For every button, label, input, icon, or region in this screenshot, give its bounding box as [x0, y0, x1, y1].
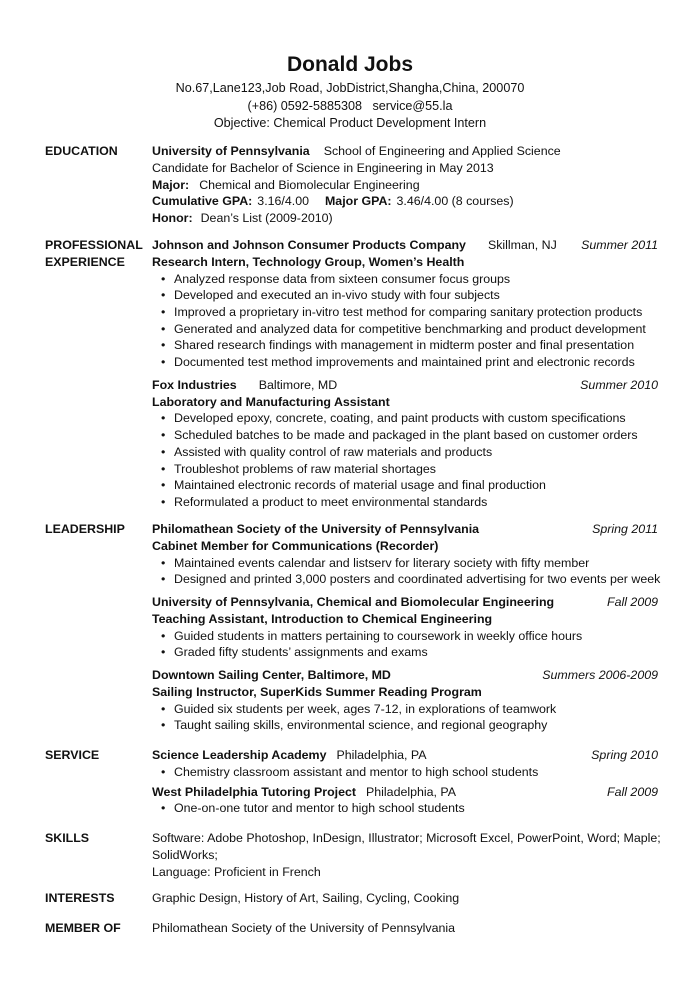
leadership-role: Sailing Instructor, SuperKids Summer Reading Program	[152, 684, 482, 699]
section-title-interests: INTERESTS	[45, 891, 115, 905]
section-title-service: SERVICE	[45, 748, 100, 762]
section-title-experience	[45, 237, 150, 271]
job-location: Skillman, NJ	[487, 238, 557, 252]
list-item: • Shared research findings with management in midterm poster and final presentation	[152, 337, 658, 354]
list-item: • Generated and analyzed data for competitive benchmarking and product development	[152, 321, 658, 338]
service-header-row	[152, 747, 658, 764]
service-bullet-list	[152, 764, 658, 781]
list-item: • One-on-one tutor and mentor to high school students	[152, 800, 658, 817]
address: No.67,Lane123,Job Road, JobDistrict,Shangha,China, 200070	[175, 81, 525, 95]
gpa-value: 3.16/4.00	[257, 194, 309, 209]
leadership-header-row	[152, 594, 658, 611]
leadership-org: University of Pennsylvania, Chemical and Biomolecular Engineering	[152, 595, 555, 609]
section-title-member: MEMBER OF	[45, 921, 121, 935]
member-value: Philomathean Society of the University of Pennsylvania	[152, 921, 456, 935]
candidate-name: Donald Jobs	[286, 53, 413, 76]
leadership-bullet-list	[152, 701, 658, 734]
leadership-header-row	[152, 521, 658, 538]
service-org: Science Leadership Academy	[152, 748, 327, 762]
list-item: • Documented test method improvements and maintained print and electronic records	[152, 354, 658, 371]
list-item: • Scheduled batches to be made and packaged in the plant based on customer orders	[152, 427, 658, 444]
service-org: West Philadelphia Tutoring Project	[152, 784, 357, 799]
leadership-role: Teaching Assistant, Introduction to Chemical Engineering	[152, 611, 493, 626]
leadership-date: Spring 2011	[592, 522, 658, 536]
leadership-org: Downtown Sailing Center, Baltimore, MD	[152, 668, 391, 682]
service-location: Philadelphia, PA	[366, 784, 457, 799]
education-section	[45, 143, 665, 227]
list-item: • Graded fifty students’ assignments and exams	[152, 644, 658, 661]
job-role: Research Intern, Technology Group, Women’s Health	[152, 254, 465, 269]
skills-software: Software: Adobe Photoshop, InDesign, Illustrator; Microsoft Excel, PowerPoint, Word; Maple; SolidWorks;	[152, 831, 661, 862]
job-bullet-list	[152, 271, 658, 371]
list-item: • Taught sailing skills, environmental science, and regional geography	[152, 717, 658, 734]
leadership-header-row	[152, 667, 658, 684]
list-item: • Guided students in matters pertaining to coursework in weekly office hours	[152, 628, 658, 645]
leadership-section	[45, 521, 665, 734]
gpa-label: Cumulative GPA:	[152, 194, 253, 209]
service-section	[45, 747, 665, 817]
job-location: Baltimore, MD	[258, 377, 338, 392]
list-item: • Designed and printed 3,000 posters and coordinated advertising for two events per week	[152, 571, 658, 588]
section-title-education: EDUCATION	[45, 144, 118, 158]
honor-row	[152, 210, 658, 227]
list-item: • Guided six students per week, ages 7-12, in explorations of teamwork	[152, 701, 658, 718]
list-item: • Reformulated a product to meet environmental standards	[152, 494, 658, 511]
major-row	[152, 177, 658, 194]
list-item: • Maintained electronic records of material usage and final production	[152, 477, 658, 494]
section-title-experience-line2: EXPERIENCE	[45, 255, 125, 269]
list-item: • Assisted with quality control of raw materials and products	[152, 444, 658, 461]
job-org: Johnson and Johnson Consumer Products Company	[152, 238, 466, 252]
list-item: • Analyzed response data from sixteen consumer focus groups	[152, 271, 658, 288]
section-title-experience-line1: PROFESSIONAL	[45, 238, 143, 252]
list-item: • Chemistry classroom assistant and mentor to high school students	[152, 764, 658, 781]
list-item: • Maintained events calendar and listserv for literary society with fifty member	[152, 555, 658, 572]
education-school-row	[152, 143, 658, 160]
job-header-row	[152, 237, 658, 254]
service-bullet-list	[152, 800, 658, 817]
leadership-date: Summers 2006-2009	[542, 668, 658, 682]
major-value: Chemical and Biomolecular Engineering	[199, 177, 420, 192]
job-header-row	[152, 377, 658, 394]
job-org: Fox Industries	[152, 377, 237, 392]
section-title-leadership: LEADERSHIP	[45, 522, 125, 536]
job-role: Laboratory and Manufacturing Assistant	[152, 394, 390, 409]
service-location: Philadelphia, PA	[336, 748, 427, 762]
job-date: Summer 2010	[580, 377, 658, 392]
major-label: Major:	[152, 177, 190, 192]
resume-header	[0, 52, 700, 133]
skills-language: Language: Proficient in French	[152, 864, 321, 879]
job-date: Summer 2011	[581, 238, 658, 252]
degree: Candidate for Bachelor of Science in Engineering in May 2013	[152, 160, 494, 175]
gpa-row	[152, 193, 658, 210]
leadership-org: Philomathean Society of the University of Pennsylvania	[152, 522, 480, 536]
list-item: • Developed and executed an in-vivo study with four subjects	[152, 287, 658, 304]
service-header-row	[152, 784, 658, 801]
list-item: • Troubleshot problems of raw material shortages	[152, 461, 658, 478]
section-title-skills: SKILLS	[45, 831, 90, 845]
list-item: • Developed epoxy, concrete, coating, and paint products with custom specifications	[152, 410, 658, 427]
interests-section	[45, 890, 665, 907]
leadership-bullet-list	[152, 555, 661, 588]
list-item: • Improved a proprietary in-vitro test method for comparing sanitary protection products	[152, 304, 658, 321]
job-bullet-list	[152, 410, 658, 510]
member-section	[45, 920, 665, 937]
major-gpa-label: Major GPA:	[324, 194, 392, 209]
honor-label: Honor:	[152, 211, 193, 226]
leadership-date: Fall 2009	[607, 595, 658, 609]
school-name: University of Pennsylvania	[152, 144, 310, 158]
leadership-bullet-list	[152, 628, 658, 661]
interests-value: Graphic Design, History of Art, Sailing, Cycling, Cooking	[152, 891, 460, 905]
experience-section	[45, 237, 665, 511]
contact-info: (+86) 0592-5885308 service@55.la	[247, 98, 453, 113]
skills-section	[45, 830, 665, 880]
leadership-role: Cabinet Member for Communications (Recorder)	[152, 538, 439, 553]
service-date: Spring 2010	[591, 748, 658, 762]
major-gpa-value: 3.46/4.00 (8 courses)	[396, 194, 514, 209]
objective: Objective: Chemical Product Development Intern	[213, 116, 487, 130]
honor-value: Dean’s List (2009-2010)	[200, 211, 333, 226]
school-detail: School of Engineering and Applied Science	[323, 144, 561, 158]
service-date: Fall 2009	[607, 784, 658, 799]
